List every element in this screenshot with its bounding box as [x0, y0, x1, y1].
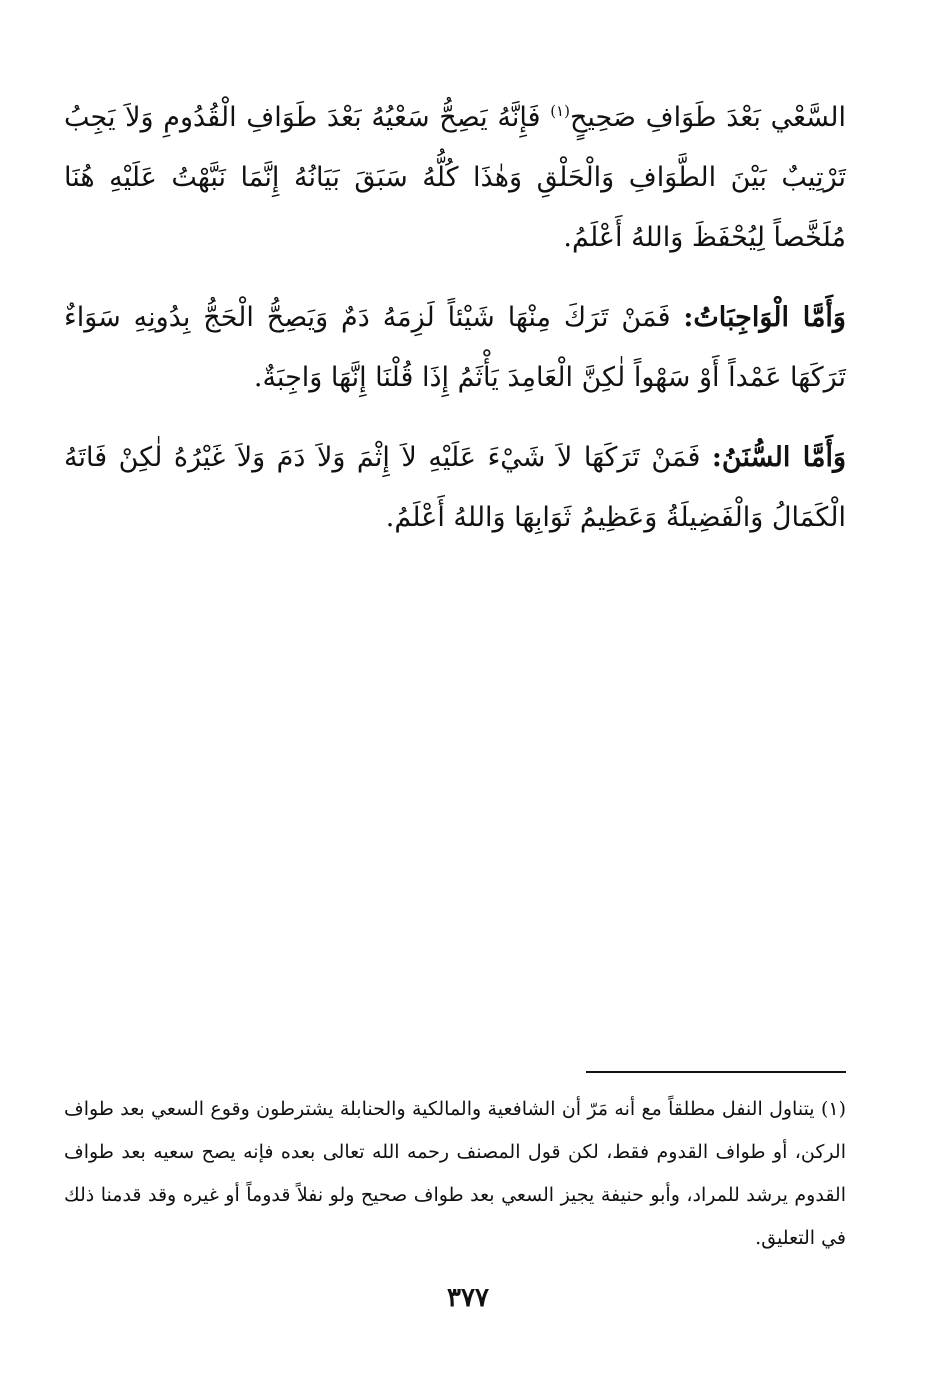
- paragraph-wajibat: [64, 288, 846, 408]
- footnote-separator-line: [586, 1071, 846, 1073]
- page-number: ٣٧٧: [447, 1283, 489, 1313]
- paragraph-sai-after-tawaf: [64, 88, 846, 268]
- paragraph-sunan: [64, 428, 846, 548]
- paragraph-text: فَإِنَّهُ يَصِحُّ سَعْيُهُ بَعْدَ طَوَافِ الْقُدُومِ وَلاَ يَجِبُ تَرْتِيبٌ بَيْنَ الطَّوَافِ وَالْحَلْقِ وَهٰذَا كُلُّهُ سَبَقَ بَيَانُهُ إِنَّمَا نَبَّهْتُ عَلَيْهِ هُنَا مُلَخَّصاً لِيُحْفَظَ وَاللهُ أَعْلَمُ.: [64, 102, 846, 253]
- paragraph-text: فَمَنْ تَرَكَ مِنْهَا شَيْئاً لَزِمَهُ دَمٌ وَيَصِحُّ الْحَجُّ بِدُونِهِ سَوَاءٌ تَرَكَهَا عَمْداً أَوْ سَهْواً لٰكِنَّ الْعَامِدَ يَأْثَمُ إِذَا قُلْنَا إِنَّهَا وَاجِبَةٌ.: [64, 302, 846, 393]
- section-heading-wajibat: وَأَمَّا الْوَاجِبَاتُ:: [683, 302, 846, 333]
- footnote-reference: (١): [550, 102, 570, 120]
- paragraph-text: فَمَنْ تَرَكَهَا لاَ شَيْءَ عَلَيْهِ لاَ إِثْمَ وَلاَ دَمَ وَلاَ غَيْرُهُ لٰكِنْ فَاتَهُ الْكَمَالُ وَالْفَضِيلَةُ وَعَظِيمُ ثَوَابِهَا وَاللهُ أَعْلَمُ.: [64, 442, 846, 533]
- section-heading-sunan: وَأَمَّا السُّنَنُ:: [711, 442, 846, 473]
- paragraph-text: السَّعْي بَعْدَ طَوَافِ صَحِيحٍ: [569, 102, 846, 133]
- main-text-body: [64, 88, 846, 568]
- footnote-text: (١) يتناول النفل مطلقاً مع أنه مَرّ أن الشافعية والمالكية والحنابلة يشترطون وقوع السعي بعد طواف الركن، أو طواف القدوم فقط، لكن قول المصنف رحمه الله تعالى بعده فإنه يصح سعيه بعد طواف القدوم يرشد للمراد، وأبو حنيفة يجيز السعي بعد طواف صحيح ولو نفلاً قدوماً أو غيره وقد قدمنا ذلك في التعليق.: [64, 1098, 846, 1249]
